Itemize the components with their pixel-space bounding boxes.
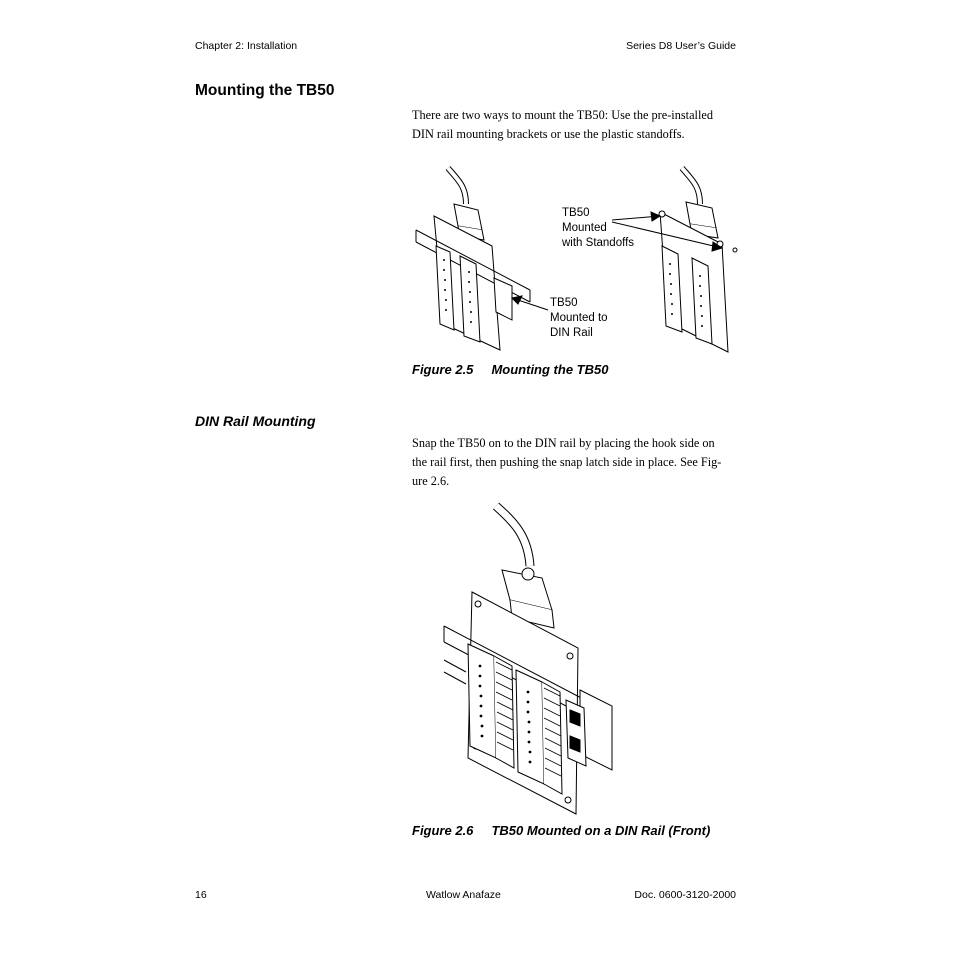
intro-paragraph xyxy=(412,106,752,144)
intro-line: DIN rail mounting brackets or use the plastic standoffs. xyxy=(412,127,685,141)
body-line: ure 2.6. xyxy=(412,474,450,488)
din-rail-paragraph xyxy=(412,434,757,491)
body-line: the rail first, then pushing the snap latch side in place. See Fig- xyxy=(412,455,722,469)
intro-line: There are two ways to mount the TB50: Use the pre-installed xyxy=(412,108,713,122)
running-header-chapter: Chapter 2: Installation xyxy=(195,40,298,52)
section-heading: Mounting the TB50 xyxy=(195,82,335,99)
figure-2-6-illustration xyxy=(430,500,630,820)
figure-2-6-caption: Figure 2.6 TB50 Mounted on a DIN Rail (Front) xyxy=(412,823,711,838)
footer-publisher: Watlow Anafaze xyxy=(426,889,501,901)
figure-2-5-caption: Figure 2.5 Mounting the TB50 xyxy=(412,362,609,377)
running-header-title: Series D8 User’s Guide xyxy=(626,40,736,52)
page-number: 16 xyxy=(195,889,207,901)
figure-2-5-illustration xyxy=(400,160,760,360)
subsection-heading: DIN Rail Mounting xyxy=(195,413,316,429)
label-tb50-standoffs: TB50 Mounted with Standoffs xyxy=(562,207,635,249)
label-tb50-din-rail: TB50 Mounted to DIN Rail xyxy=(550,297,608,339)
body-line: Snap the TB50 on to the DIN rail by placing the hook side on xyxy=(412,436,715,450)
figure-2-6-drawing xyxy=(430,500,630,820)
footer-doc-number: Doc. 0600-3120-2000 xyxy=(634,889,736,901)
